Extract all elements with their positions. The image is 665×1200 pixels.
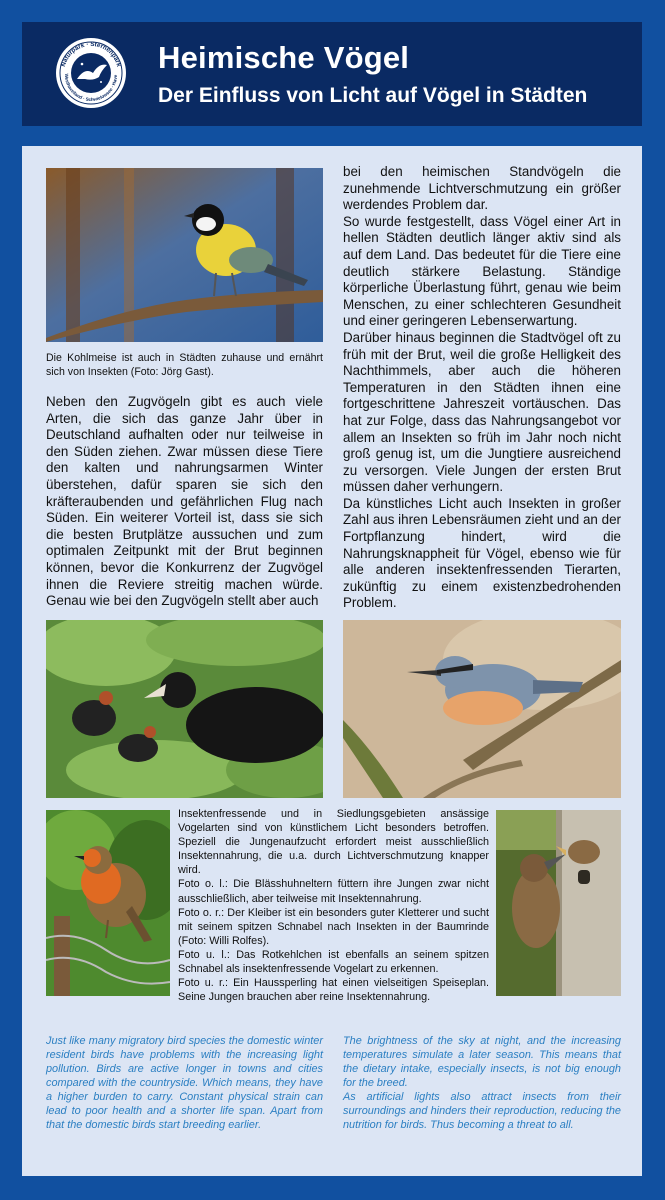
right-column-text [343,164,621,612]
svg-text:Westhavelland · Schwielowsee ·: Westhavelland · Schwielowsee · Have [63,73,119,103]
center-caption-photo-ol: Foto o. l.: Die Blässhuhneltern füttern ihre Jungen zwar nicht ausschließlich, aber teilweise mit Insektennahrung. [178,878,489,905]
kohlmeise-caption: Die Kohlmeise ist auch in Städten zuhause und ernährt sich von Insekten (Foto: Jörg Gast). [46,352,323,378]
photo-rotkehlchen [46,810,170,996]
photo-blaesshuhn [46,620,323,798]
english-text-right [343,1034,621,1132]
right-paragraph-3: Darüber hinaus beginnen die Stadtvögel oft zu früh mit der Brut, weil die große Helligkeit des Nachthimmels, aber auch die höheren Temperaturen in den Städten ihnen eine fortgeschrittene Jahreszeit vortäuschen. Das hat zur Folge, dass das Nahrungsangebot vor allem an Insekten so früh im Jahr noch nicht groß genug ist, um die Jungtiere ausreichend zu versorgen. Viele Jungen der ersten Brut müssen daher verhungern. [343,329,621,495]
left-column-text [46,394,323,610]
center-caption-intro: Insektenfressende und in Siedlungsgebieten ansässige Vogelarten sind von künstlichem Licht besonders betroffen. Speziell die Jungenaufzucht erfordert meist ausschließlich Insektennahrung, die u.a. durch Lichtverschmutzung knapper wird. [178,808,489,877]
photo-haussperling [496,810,621,996]
center-caption-photo-or: Foto o. r.: Der Kleiber ist ein besonders guter Kletterer und sucht mit seinem spitzen Schnabel nach Insekten in der Baumrinde (Foto: Willi Rolfes). [178,906,489,947]
center-caption-photo-ur: Foto u. r.: Ein Haussperling hat einen vielseitigen Speiseplan. Seine Jungen brauchen aber reine Insektennahrung. [178,977,489,1004]
english-text-left [46,1034,323,1132]
right-paragraph-4: Da künstliches Licht auch Insekten in großer Zahl aus ihren Lebensräumen zieht und an der Fortpflanzung hindert, wird die Nahrungsknappheit für Vögel, ebenso wie für alle anderen insektenfressenden Tierarten, zukünftig zu einem existenzbedrohenden Problem. [343,495,621,611]
center-caption [178,807,489,1004]
header-banner [22,22,642,126]
left-paragraph: Neben den Zugvögeln gibt es auch viele Arten, die sich das ganze Jahr über in Deutschland aufhalten oder nur teilweise in den Süden ziehen. Zwar müssen diese Tiere den kalten und nahrungsarmen Winter überstehen, dafür sparen sie sich den kräfteraubenden und gefährlichen Flug nach Süden. Ein weiterer Vorteil ist, dass sie sich die besten Brutplätze aussuchen und zum optimalen Zeitpunkt mit der Brut beginnen können, bevor die Konkurrenz der Zugvögel ihnen die Reviere streitig machen würde. Genau wie bei den Zugvögeln stellt aber auch [46,394,323,609]
naturpark-logo [55,37,127,109]
center-caption-photo-ul: Foto u. l.: Das Rotkehlchen ist ebenfalls an seinem spitzen Schnabel als insektenfressende Vogelart zu erkennen. [178,948,489,976]
page-subtitle: Der Einfluss von Licht auf Vögel in Städten [158,84,588,107]
photo-kohlmeise [46,168,323,342]
photo-kleiber [343,620,621,798]
right-paragraph-1: bei den heimischen Standvögeln die zunehmende Lichtverschmutzung ein größer werdendes Problem dar. [343,164,621,213]
svg-text:Naturpark · Sternenpark: Naturpark · Sternenpark [59,40,123,68]
page-title: Heimische Vögel [158,40,410,75]
english-paragraph-left: Just like many migratory bird species the domestic winter resident birds have problems with the increasing light pollution. Birds are active longer in towns and cities compared with the countryside. Which means, they have a higher burden to carry. Constant physical strain can lead to poor health and a shorter life span. Apart from that the domestic birds start breeding earlier. [46,1035,323,1131]
english-paragraph-right-1: The brightness of the sky at night, and the increasing temperatures simulate a later season. This means that the dietary intake, especially insects, is not big enough for the breed. [343,1035,621,1089]
english-paragraph-right-2: As artificial lights also attract insects from their surroundings and hinders their reproduction, reducing the nutrition for birds. Thus becoming a threat to all. [343,1091,621,1131]
right-paragraph-2: So wurde festgestellt, dass Vögel einer Art in hellen Städten deutlich länger aktiv sind als auf dem Land. Das bedeutet für die Tiere eine deutlich stärkere Belastung. Ständige körperliche Überlastung führt, genau wie beim Menschen, zu einer schlechteren Gesundheit und einer geringeren Lebenserwartung. [343,213,621,329]
